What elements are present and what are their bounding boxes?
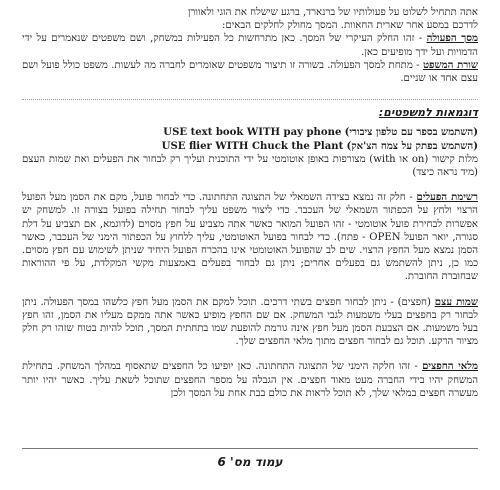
sentence-line-paragraph <box>22 59 478 85</box>
example-2-translation: (השתמש בפתק על צמח הצ'אק) <box>346 140 478 152</box>
verbs-text: - חלק זה נמצא בצידה השמאלי של התצוגה התחתונה. כדי לבחור פועל, מקם את הסמן מעל הפועל הרצוי ולחץ על הכפתור השמאלי של העכבר. כדי ליצור משפט עליך לבחור תחילה בפועל בצורה זו. למשחק יש אפשרות לבחירת פועל אוטומטי - זהו הפועל המואר כאשר אתה מצביע על חפץ מסוים (לדוגמא, אם תצביע על דלת סגורה, יואר הפועל OPEN - פתח). כדי לבחור בפועל האוטומטי, עליך ללחוץ על הכפתור הימני של העכבר, כאשר הסמן נמצא מעל החפץ הרצוי. שים לב שהפועל האוטומטי אינו בהכרח הפועל היחיד שניתן לשימוש עם חפץ מסוים. כמו כן, ניתן להשתמש גם בפעלים אחרים; ניתן גם לבחור בפעלים באמצעות מקשי המקלדת, על פי ההוראות שבחוברת החוברת. <box>22 192 478 283</box>
example-1 <box>22 126 478 139</box>
inventory-text: - זהו חלקה הימני של התצוגה התחתונה. כאן יופיעו כל החפצים שתאסוף במהלך המשחק. בתחילת המשחק יהיו בידי החברה מעט מאוד חפצים. אין הגבלה על מספר החפצים שתוכל לשאת עליך. כאשר יהיו יותר מעשרה חפצים במלאי שלך, לא תוכל לראות את כולם בבת אחת על המסך ולכן <box>22 361 478 399</box>
example-2 <box>22 140 478 153</box>
sentence-line-term: שורת המשפט <box>422 59 478 71</box>
intro-section <box>22 6 478 85</box>
nouns-term: שמות עצם <box>434 296 478 308</box>
example-1-translation: (השתמש בספר עם טלפון ציבורי) <box>344 127 478 139</box>
intro-line-1: אתה תתחיל לשלוט על פעולותיו של ברנארד, ברגע שישלח את הוגי ולאוורן <box>187 7 478 18</box>
action-screen-term: מסך הפעולה <box>426 33 478 45</box>
spacer <box>22 348 478 360</box>
spacer <box>22 284 478 296</box>
sentence-line-text: - מתחת למסך הפעולה. בשורה זו תיצור משפטים שאומרים לחברה מה לעשות. משפט כולל פועל ושם עצם אחד או שניים. <box>22 59 478 85</box>
examples-title: דוגמאות למשפטים: <box>378 106 478 120</box>
nouns-term-sub: (חפצים) <box>397 296 431 308</box>
spacer <box>22 179 478 191</box>
examples-title-row <box>22 106 478 120</box>
inventory-paragraph <box>22 360 478 400</box>
inventory-term: מלאי החפצים <box>422 361 478 373</box>
action-screen-text: - זהו החלק העיקרי של המסך. כאן מתרחשות כל הפעילות במשחק, ושם משפטים שנאמרים על ידי הדמויות ועל ידך מופיעים כאן. <box>22 33 478 58</box>
connector-note: מלות קישור (on או with) מצורפות באופן אוטומטי על ידי התוכנית ועליך רק לבחור את הפעלים ואת שמות העצם (מיד נראה כיצד) <box>22 153 478 179</box>
intro-line-2: לדרכם במסע אחר שארית החאוות. המסך מחולק לחלקים הבאים: <box>221 20 478 32</box>
dotted-divider <box>22 99 478 100</box>
nouns-text: - ניתן לבחור חפצים בשתי דרכים. תוכל למקם את הסמן מעל חפץ כלשהו במסך הפעולה. ניתן לבחור רק בחפצים בעלי משמעות לגבי המשחק. אם שם החפץ מופיע כאשר אתה ממקם מעליו את הסמן, זהו חפץ בעל משמעות. אם הצבעת הסמן מעל חפץ אינה גורמת להופעת שמו בתחתית המסך, תוכל להיות בטוח שזהו רק חלק מציור הרקע. תוכל גם לבחור חפצים מתוך מלאי החפצים שלך. <box>22 296 478 348</box>
footer-rule <box>22 448 478 449</box>
example-2-command: USE flier WITH Chuck the Plant <box>161 140 344 152</box>
verbs-term: רשימת הפעלים <box>416 192 478 204</box>
verbs-paragraph <box>22 191 478 283</box>
nouns-paragraph <box>22 296 478 349</box>
action-screen-paragraph <box>22 32 478 58</box>
page-number: עמוד מס' 6 <box>217 455 283 469</box>
example-1-command: USE text book WITH pay phone <box>163 127 342 139</box>
examples-section <box>22 106 478 179</box>
